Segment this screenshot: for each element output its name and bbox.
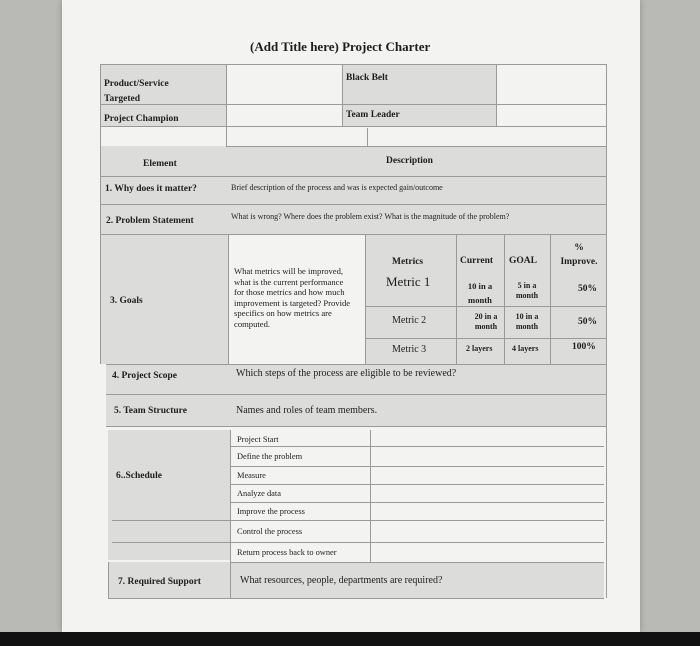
goals-text-line: What metrics will be improved,	[234, 266, 344, 276]
metrics-header: Metrics	[392, 257, 424, 267]
grid-line	[106, 394, 606, 395]
goals-text-line: improvement is targeted? Provide	[234, 297, 351, 308]
improve-header	[553, 241, 605, 269]
schedule-item: Return process back to owner	[237, 548, 337, 557]
product-service-label-line1: Product/Service	[104, 79, 169, 89]
goal-header: GOAL	[509, 256, 537, 266]
metric-2-current-line2: month	[474, 322, 498, 331]
grid-line	[370, 430, 371, 562]
goals-text-line: what is the current performance	[234, 276, 344, 287]
schedule-item: Project Start	[237, 435, 279, 444]
metric-1-goal-line2: month	[515, 291, 539, 300]
metric-1-current	[456, 279, 504, 307]
team-leader-label: Team Leader	[346, 110, 400, 120]
grid-line	[100, 204, 606, 205]
metric-1-name: Metric 1	[386, 274, 431, 289]
grid-line	[100, 64, 606, 65]
scope-label: 4. Project Scope	[112, 371, 177, 381]
grid-line	[228, 234, 229, 364]
metric-2-goal-line2: month	[515, 322, 539, 331]
metric-1-current-line2: month	[468, 295, 492, 305]
grid-line	[230, 430, 231, 598]
problem-description: What is wrong? Where does the problem exist? What is the magnitude of the problem?	[231, 212, 510, 221]
goals-label: 3. Goals	[110, 296, 143, 306]
goals-description	[234, 266, 366, 330]
goals-text-line: for those metrics and how much	[234, 287, 345, 298]
support-description: What resources, people, departments are required?	[240, 575, 443, 586]
grid-line	[226, 64, 227, 126]
grid-line	[606, 64, 607, 598]
problem-label: 2. Problem Statement	[106, 216, 194, 226]
metric-3-name: Metric 3	[392, 344, 427, 355]
grid-line	[230, 562, 604, 563]
screen-bottom-edge	[0, 632, 700, 646]
metric-2-current-line1: 20 in a	[474, 312, 498, 321]
grid-line	[365, 338, 606, 339]
metric-1-goal	[504, 281, 550, 301]
support-label: 7. Required Support	[118, 577, 201, 587]
grid-line	[226, 126, 227, 146]
schedule-item: Define the problem	[237, 452, 303, 461]
schedule-item: Measure	[237, 471, 266, 480]
metric-1-goal-line1: 5 in a	[517, 281, 537, 290]
grid-line	[100, 64, 101, 364]
element-column-header: Element	[143, 159, 177, 169]
grid-line	[106, 364, 606, 365]
grid-line	[230, 466, 604, 467]
schedule-label-shade	[108, 430, 230, 560]
grid-line	[342, 64, 343, 126]
grid-line	[100, 234, 606, 235]
metric-1-current-line1: 10 in a	[467, 281, 493, 291]
grid-line	[106, 426, 606, 427]
grid-line	[496, 64, 497, 126]
team-label: 5. Team Structure	[114, 406, 187, 416]
metric-2-goal	[504, 312, 550, 332]
grid-line	[100, 126, 606, 127]
grid-line	[108, 562, 109, 598]
metric-3-goal: 4 layers	[512, 344, 539, 353]
grid-line	[230, 502, 604, 503]
goals-text-line: specifics on how metrics are	[234, 308, 332, 319]
description-column-header: Description	[386, 156, 433, 166]
why-label: 1. Why does it matter?	[105, 184, 197, 194]
black-belt-label: Black Belt	[346, 73, 388, 83]
metric-2-goal-line1: 10 in a	[515, 312, 539, 321]
grid-line	[230, 446, 604, 447]
metric-1-improve: 50%	[578, 284, 597, 294]
goals-text-line: computed.	[234, 318, 271, 329]
current-header: Current	[460, 256, 494, 266]
product-service-label-line2: Targeted	[104, 94, 141, 104]
grid-line	[108, 598, 604, 599]
document-title: (Add Title here) Project Charter	[250, 39, 431, 54]
grid-line	[226, 146, 606, 147]
improve-header-top: %	[574, 243, 584, 253]
improve-header-bottom: Improve.	[560, 257, 598, 267]
grid-line	[112, 520, 604, 521]
scope-description: Which steps of the process are eligible to be reviewed?	[236, 368, 457, 379]
grid-line	[100, 176, 606, 177]
grid-line	[550, 234, 551, 364]
why-description: Brief description of the process and was is expected gain/outcome	[231, 183, 443, 192]
schedule-item: Improve the process	[237, 507, 305, 516]
grid-line	[367, 128, 368, 146]
schedule-item: Analyze data	[237, 489, 281, 498]
metric-2-name: Metric 2	[392, 315, 427, 326]
schedule-item: Control the process	[237, 527, 303, 536]
team-description: Names and roles of team members.	[236, 405, 378, 416]
metric-2-improve: 50%	[578, 317, 597, 327]
metric-3-current: 2 layers	[466, 344, 493, 353]
grid-line	[112, 542, 604, 543]
product-service-label	[104, 77, 169, 107]
schedule-label: 6..Schedule	[116, 471, 162, 481]
metric-3-improve: 100%	[572, 342, 596, 352]
grid-line	[230, 484, 604, 485]
project-champion-label: Project Champion	[104, 114, 179, 124]
grid-line	[100, 104, 606, 105]
